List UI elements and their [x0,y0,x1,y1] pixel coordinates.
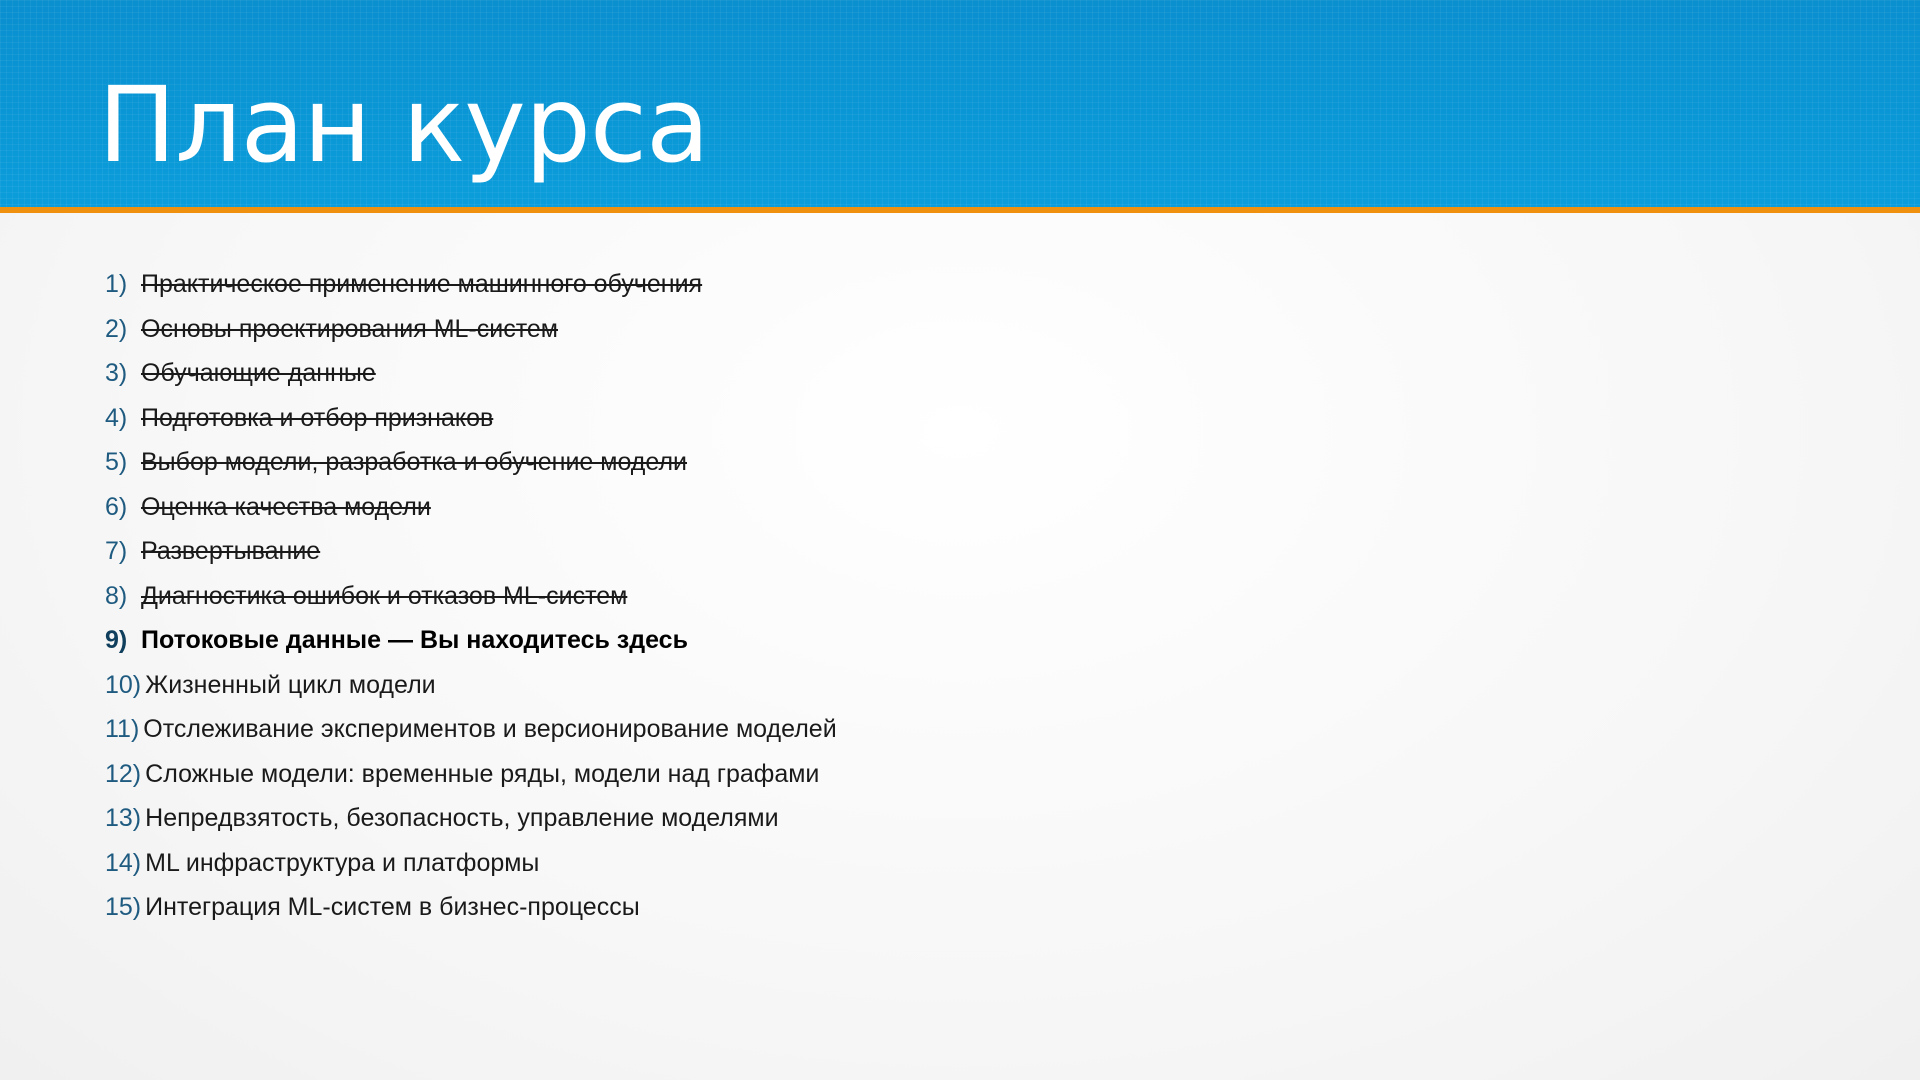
agenda-item [105,849,837,894]
agenda-item-text: Оценка качества модели [141,492,431,521]
agenda-item-text: Подготовка и отбор признаков [141,403,494,432]
agenda-item [105,537,837,582]
agenda-item-current [105,626,837,671]
agenda-item-text: Потоковые данные — Вы находитесь здесь [141,626,688,654]
agenda-item-number: 1) [105,270,128,298]
agenda-item-number: 14) [105,848,142,877]
agenda-item-number: 2) [105,314,128,343]
agenda-item-text: Обучающие данные [141,359,376,387]
agenda-item-text: Практическое применение машинного обучения [141,270,703,298]
course-agenda-list [105,270,837,938]
agenda-item [105,404,837,449]
agenda-item-number: 9) [105,626,128,654]
agenda-item-number: 10) [105,670,142,699]
agenda-item-text: Основы проектирования ML-систем [141,314,558,343]
agenda-item-number: 8) [105,581,128,610]
agenda-item-text: Интеграция ML-систем в бизнес-процессы [145,893,640,921]
agenda-item [105,893,837,938]
agenda-item-number: 3) [105,359,128,387]
agenda-item-number: 4) [105,403,128,432]
agenda-item-number: 11) [105,715,140,743]
agenda-item-text: Жизненный цикл модели [145,670,436,699]
agenda-item-text: Непредвзятость, безопасность, управление моделями [145,804,779,832]
agenda-item [105,315,837,360]
agenda-item [105,582,837,627]
slide-title: План курса [98,64,709,186]
agenda-item-text: Выбор модели, разработка и обучение модели [141,448,688,476]
agenda-item [105,671,837,716]
agenda-item-text: Развертывание [141,537,321,565]
agenda-item [105,359,837,404]
agenda-item-number: 13) [105,804,142,832]
agenda-item-number: 5) [105,448,128,476]
header-accent-rule [0,207,1920,213]
agenda-item-number: 6) [105,492,128,521]
agenda-item [105,715,837,760]
agenda-item-text: Сложные модели: временные ряды, модели над графами [145,759,820,788]
agenda-item-number: 12) [105,759,142,788]
agenda-item-text: Отслеживание экспериментов и версионирование моделей [143,715,837,743]
agenda-item-number: 7) [105,537,128,565]
agenda-item [105,448,837,493]
agenda-item-text: Диагностика ошибок и отказов ML-систем [141,581,628,610]
agenda-item-number: 15) [105,893,142,921]
agenda-item [105,804,837,849]
agenda-item [105,760,837,805]
agenda-item-text: ML инфраструктура и платформы [145,848,540,877]
agenda-item [105,270,837,315]
agenda-item [105,493,837,538]
